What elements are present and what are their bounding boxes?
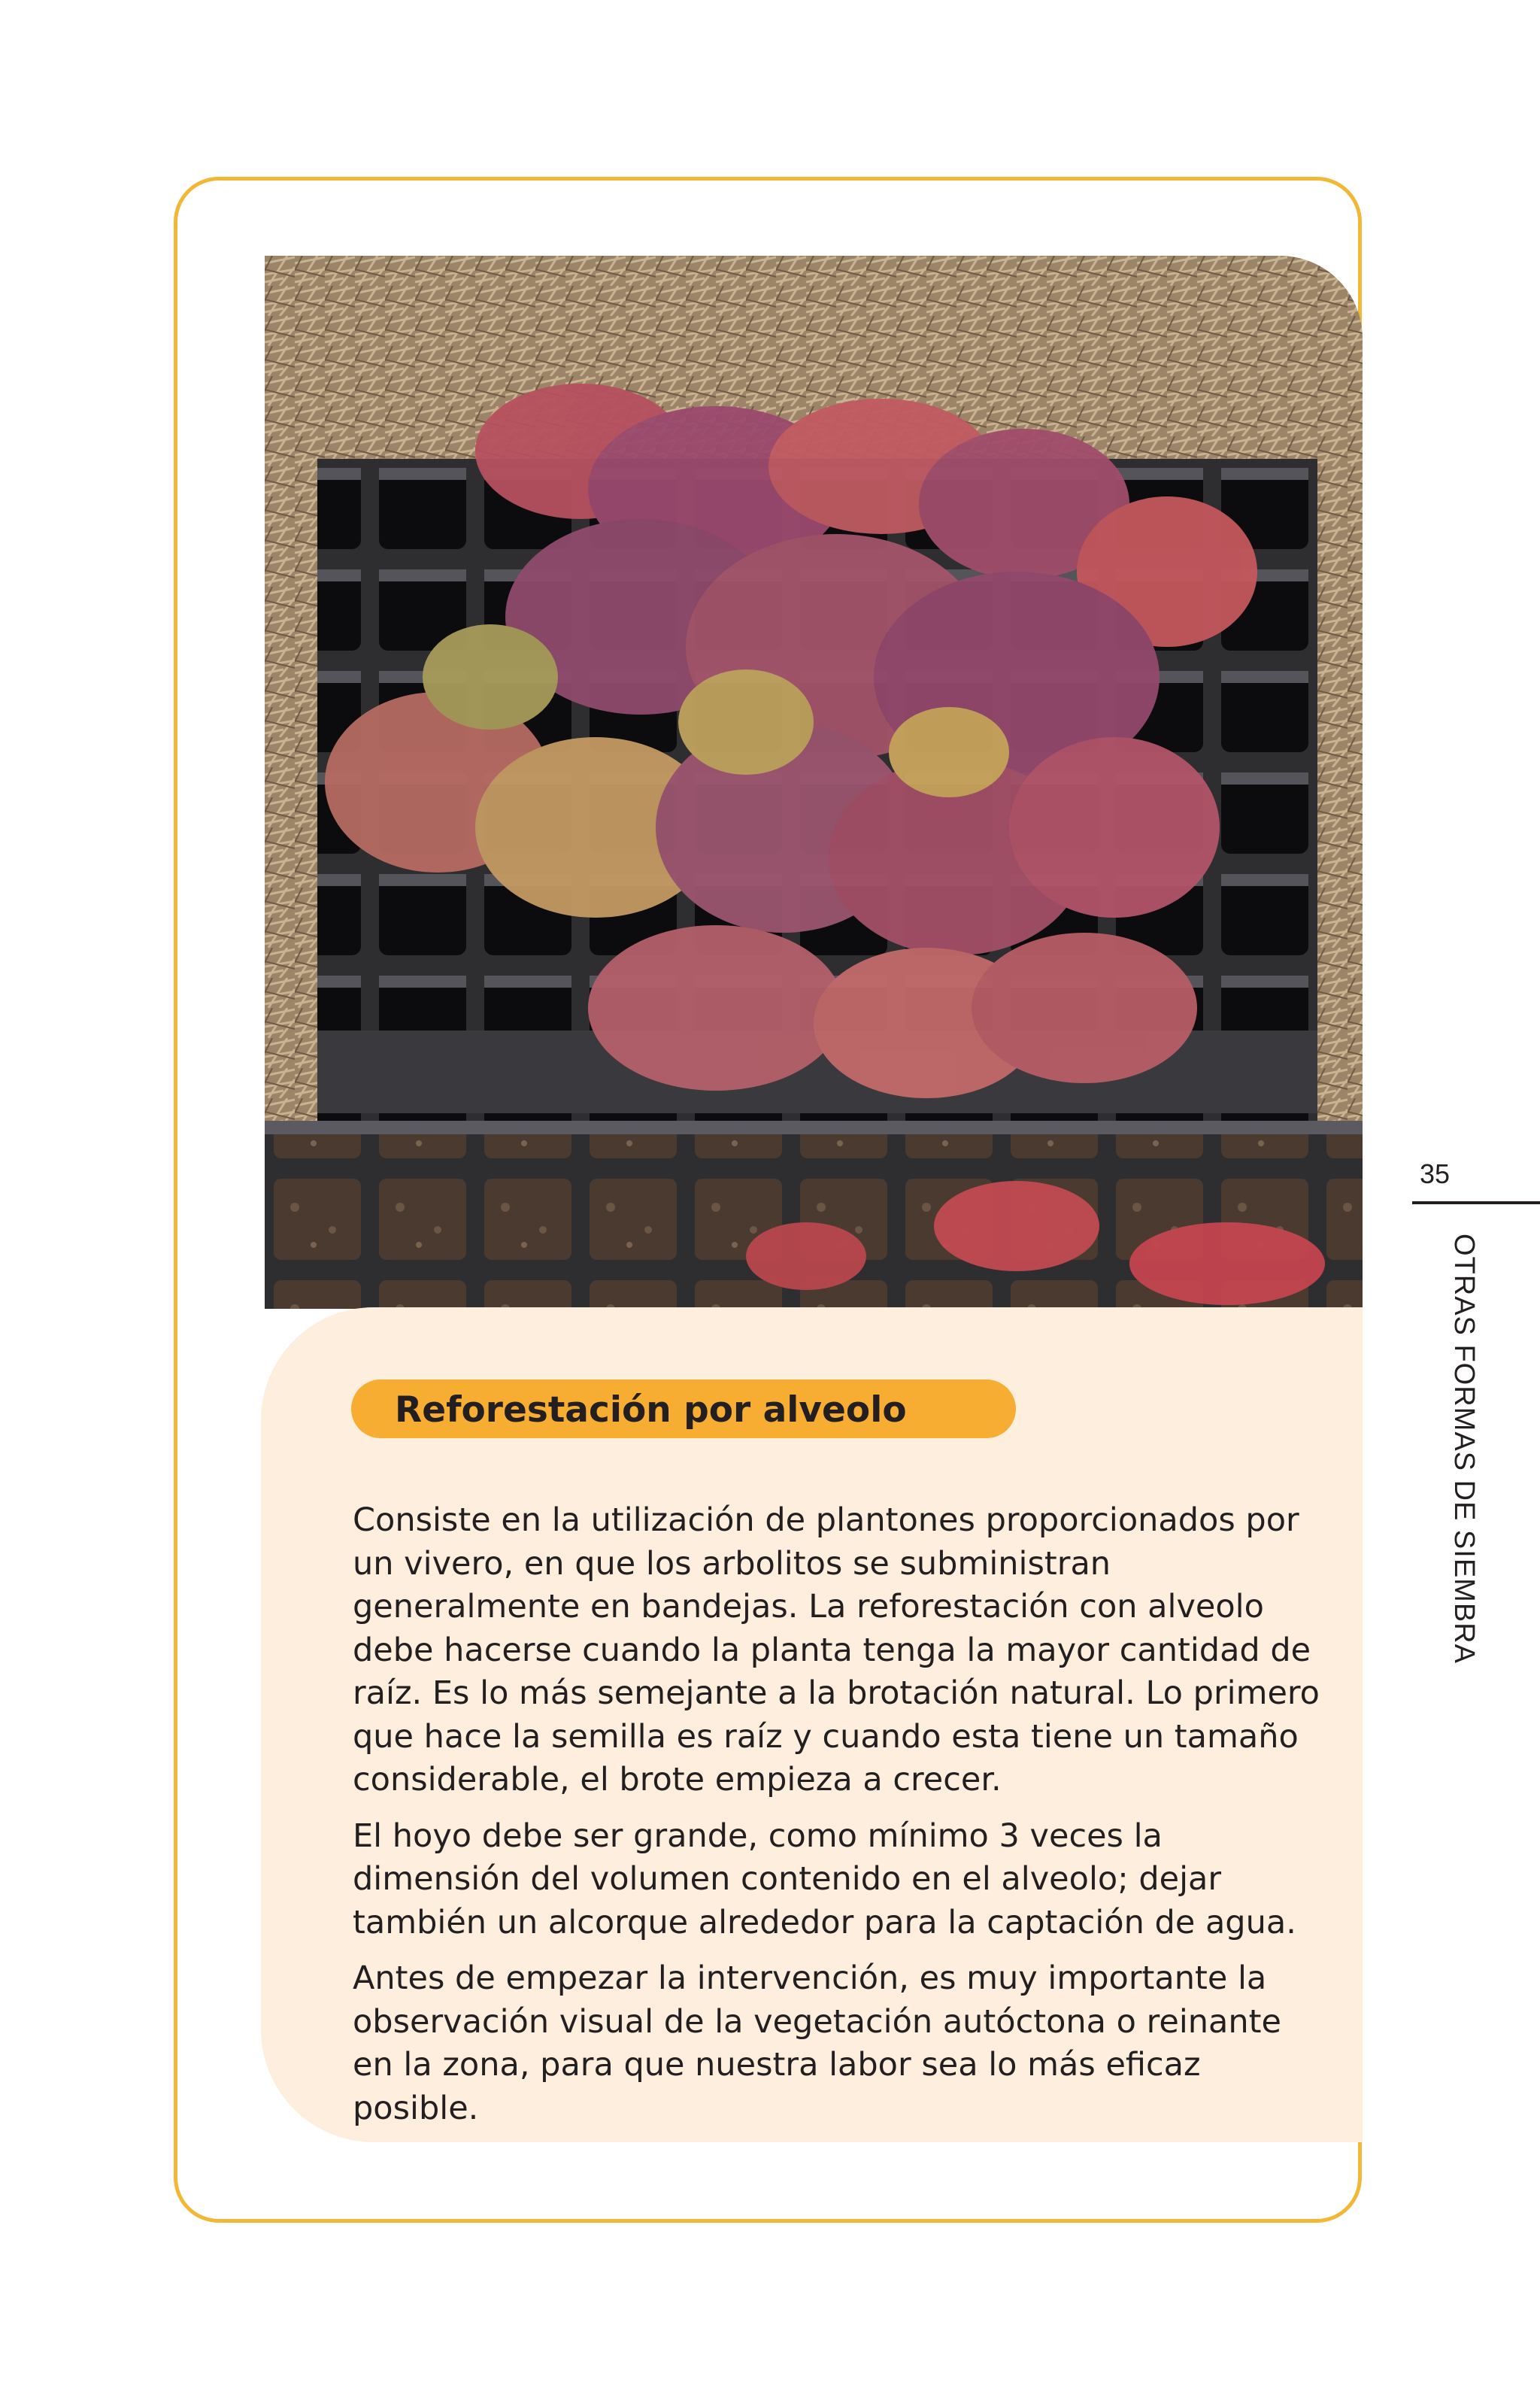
- paragraph: El hoyo debe ser grande, como mínimo 3 veces la dimensión del volumen contenido en el alveolo; dejar también un alcorque alrededor para la captación de agua.: [353, 1817, 1296, 1941]
- page-number: 35: [1420, 1158, 1451, 1189]
- section-label: OTRAS FORMAS DE SIEMBRA: [1448, 1234, 1480, 1664]
- paragraph: Consiste en la utilización de plantones proporcionados por un vivero, en que los arbolitos se subministran generalmente en bandejas. La reforestación con alveolo debe hacerse cuando la planta tenga la mayor cantidad de raíz. Es lo más semejante a la brotación natural. Lo primero que hace la semilla es raíz y cuando esta tiene un tamaño considerable, el brote empieza a crecer.: [353, 1501, 1320, 1798]
- article-body: [353, 1499, 1323, 2143]
- article-title: Reforestación por alveolo: [395, 1389, 907, 1431]
- seedling-trays-photo: [265, 256, 1363, 1309]
- page-number-rule: [1412, 1201, 1540, 1204]
- paragraph: Antes de empezar la intervención, es muy importante la observación visual de la vegetación autóctona o reinante en la zona, para que nuestra labor sea lo más eficaz posible.: [353, 1959, 1281, 2127]
